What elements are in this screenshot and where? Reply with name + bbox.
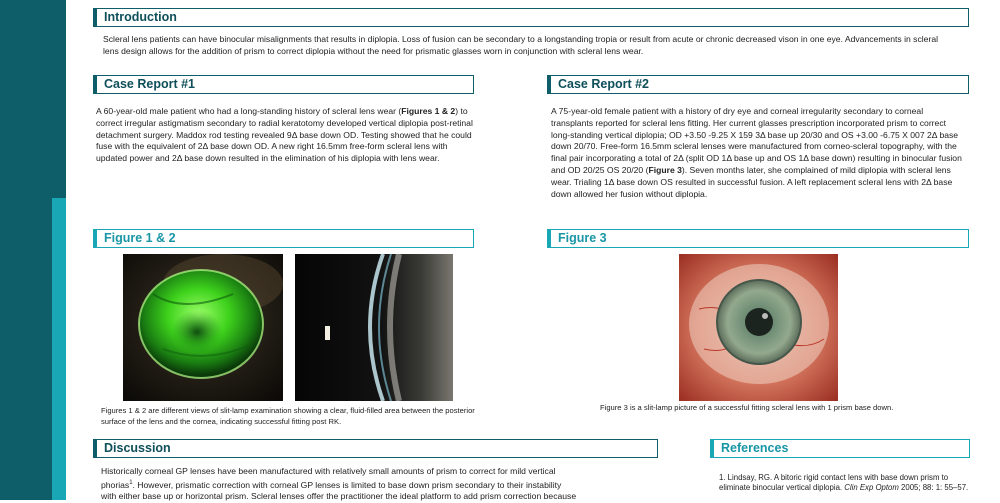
figure-1-image xyxy=(123,254,283,401)
scleral-lens-eye-photo xyxy=(679,254,838,401)
discussion-line-1: Historically corneal GP lenses have been manufactured with relatively small amounts of prism to correct for mild vertical xyxy=(101,466,556,476)
header-accent xyxy=(93,439,97,458)
fig3-title: Figure 3 xyxy=(558,231,607,245)
header-accent xyxy=(93,229,97,248)
header-accent xyxy=(93,75,97,94)
figure-3-image xyxy=(679,254,838,401)
fig12-caption: Figures 1 & 2 are different views of slit-lamp examination showing a clear, fluid-filled area between the posterior surface of the lens and the cornea, indicating successful fitting post RK. xyxy=(101,406,475,426)
header-accent xyxy=(547,229,551,248)
discussion-line-2 xyxy=(101,478,661,492)
case2-header xyxy=(547,75,969,94)
case2-figure-ref: Figure 3 xyxy=(648,164,682,175)
reference-1 xyxy=(719,473,969,494)
reference-1-authors: 1. Lindsay, RG. A bitoric rigid contact lens with base down prism to eliminate binocular vertical diplopia. xyxy=(719,473,949,493)
discussion-line-2b: . However, prismatic correction with corneal GP lenses is limited to base down prism secondary to their instability xyxy=(132,479,562,490)
fluorescein-eye-photo xyxy=(123,254,283,401)
case1-header xyxy=(93,75,474,94)
case1-figure-ref: Figures 1 & 2 xyxy=(401,106,456,116)
discussion-citation: 1 xyxy=(129,479,133,486)
fig3-caption: Figure 3 is a slit-lamp picture of a successful fitting scleral lens with 1 prism base down. xyxy=(600,403,894,412)
reference-1-details: 2005; 88: 1: 55–57. xyxy=(898,483,969,493)
intro-title: Introduction xyxy=(104,10,177,24)
case2-text-b: ). Seven months later, she complained of mild diplopia with scleral lens wear. Trialing 1Δ base down OS resulted in successful fusion. A left replacement scleral lens with 2Δ base down allowed her fusion without diplopia. xyxy=(551,164,953,199)
discussion-text xyxy=(101,466,661,503)
header-accent xyxy=(547,75,551,94)
case1-text-a: A 60-year-old male patient who had a long-standing history of scleral lens wear ( xyxy=(96,106,402,116)
case2-text-a: A 75-year-old female patient with a history of dry eye and corneal irregularity secondary to corneal transplants reported for scleral lens fitting. Her current glasses prescription incorporated prism to correct long-standing vertical diplopia; OD +3.50 -9.25 X 159 3Δ base up 20/30 and OS +3.00 -6.75 X 007 2Δ base down 20/70. Free-form 16.5mm scleral lenses were manufactured from corneo-scleral topography, with the final pair incorporating a total of 2Δ (split OD 1Δ base up and OS 1Δ base down) resulting in binocular fusion and OD 20/25 OS 20/20 ( xyxy=(551,106,962,175)
case1-text xyxy=(96,106,474,165)
case1-text-b: ) to correct irregular astigmatism secondary to radial keratotomy developed vertical diplopia post-retinal detachment surgery. Maddox rod testing revealed 9Δ base down OD. Testing showed that he could fuse with the equivalent of 2Δ base down OD. A new right 16.5mm free-form scleral lens with updated power and 2Δ base down resulted in the elimination of his diplopia with lens wear. xyxy=(96,106,473,164)
left-accent-band xyxy=(52,198,66,500)
header-accent xyxy=(93,8,97,27)
discussion-title: Discussion xyxy=(104,441,171,455)
intro-text: Scleral lens patients can have binocular misalignments that results in diplopia. Loss of fusion can be secondary to a longstanding tropia or result from acute or chronic decreased vison in one eye. Advancements in scleral lens design allows for the addition of prism to correct diplopia without the need for prismatic glasses worn in conjunction with scleral lens wear. xyxy=(103,34,939,56)
case2-text xyxy=(551,106,965,200)
discussion-line-2a: phorias xyxy=(101,479,130,490)
fig3-header xyxy=(547,229,969,248)
figure-2-image xyxy=(295,254,453,401)
slit-lamp-section-photo xyxy=(295,254,453,401)
reference-1-journal: Clin Exp Optom xyxy=(844,483,899,493)
references-title: References xyxy=(721,441,789,455)
discussion-line-3: with either base up or horizontal prism. Scleral lenses offer the practitioner the ideal platform to add prism correction because xyxy=(101,491,577,502)
case1-title: Case Report #1 xyxy=(104,77,196,91)
fig12-title: Figure 1 & 2 xyxy=(104,231,176,245)
discussion-header xyxy=(93,439,658,458)
case2-title: Case Report #2 xyxy=(558,77,650,91)
header-accent xyxy=(710,439,714,458)
references-header xyxy=(710,439,970,458)
intro-header xyxy=(93,8,969,27)
fig12-header xyxy=(93,229,474,248)
